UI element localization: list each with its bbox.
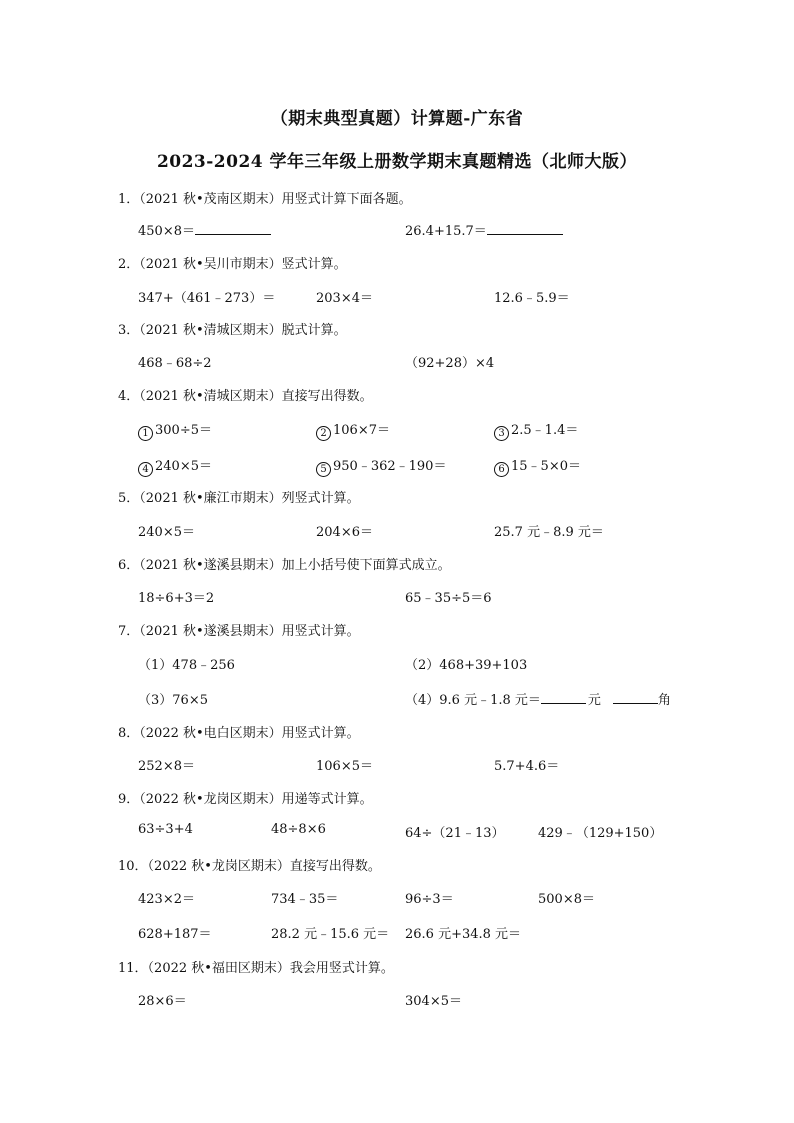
question-1-row [0, 220, 794, 240]
problem: 3 2.5﹣1.4＝ [494, 419, 578, 441]
problem: （3）76×5 [138, 693, 208, 708]
question-7-row [0, 689, 794, 709]
question-4-row [0, 455, 794, 475]
problem: 12.6﹣5.9＝ [494, 291, 570, 306]
answer-blank[interactable] [541, 691, 586, 704]
problem: 252×8＝ [138, 759, 195, 774]
problem: 18÷6+3＝2 [138, 591, 215, 606]
problem: 28×6＝ [138, 994, 187, 1009]
question-10-header: 10．（2022 秋•龙岗区期末）直接写出得数。 [118, 859, 381, 874]
problem: 500×8＝ [538, 892, 595, 907]
question-11-header: 11．（2022 秋•福田区期末）我会用竖式计算。 [118, 961, 394, 976]
problem: 2 106×7＝ [316, 419, 390, 441]
question-2-header: 2．（2021 秋•吴川市期末）竖式计算。 [118, 257, 347, 272]
question-5-header: 5．（2021 秋•廉江市期末）列竖式计算。 [118, 491, 360, 506]
question-5-row [0, 521, 794, 541]
circled-number-icon: 6 [494, 462, 509, 477]
problem: （92+28）×4 [405, 356, 495, 371]
question-4-row [0, 419, 794, 439]
question-10-row [0, 923, 794, 943]
question-7-row [0, 654, 794, 674]
page-subtitle: 2023-2024 学年三年级上册数学期末真题精选（北师大版） [156, 152, 638, 172]
question-10-row [0, 888, 794, 908]
problem: 26.4+15.7＝ [405, 220, 563, 239]
problem: （1）478﹣256 [138, 658, 235, 673]
circled-number-icon: 4 [138, 462, 153, 477]
problem: 1 300÷5＝ [138, 419, 212, 441]
problem: 106×5＝ [316, 759, 373, 774]
question-8-row [0, 755, 794, 775]
problem: 5.7+4.6＝ [494, 759, 560, 774]
problem: 628+187＝ [138, 927, 212, 942]
problem: 65﹣35÷5＝6 [405, 591, 492, 606]
problem: 25.7 元﹣8.9 元＝ [494, 525, 604, 540]
problem: 96÷3＝ [405, 892, 454, 907]
problem: 48÷8×6 [271, 822, 326, 837]
circled-number-icon: 1 [138, 426, 153, 441]
problem: 240×5＝ [138, 525, 195, 540]
question-4-header: 4．（2021 秋•清城区期末）直接写出得数。 [118, 389, 373, 404]
problem: 63÷3+4 [138, 822, 193, 837]
problem: 204×6＝ [316, 525, 373, 540]
question-11-row [0, 990, 794, 1010]
question-6-header: 6．（2021 秋•遂溪县期末）加上小括号使下面算式成立。 [118, 558, 451, 573]
problem: 450×8＝ [138, 220, 271, 239]
question-9-header: 9．（2022 秋•龙岗区期末）用递等式计算。 [118, 792, 373, 807]
problem: 64÷（21﹣13） [405, 826, 505, 841]
question-8-header: 8．（2022 秋•电白区期末）用竖式计算。 [118, 726, 360, 741]
question-2-row [0, 287, 794, 307]
circled-number-icon: 2 [316, 426, 331, 441]
answer-blank[interactable] [195, 222, 271, 235]
circled-number-icon: 3 [494, 426, 509, 441]
problem: 6 15﹣5×0＝ [494, 455, 581, 477]
question-6-row [0, 587, 794, 607]
problem: 347+（461﹣273）＝ [138, 291, 276, 306]
circled-number-icon: 5 [316, 462, 331, 477]
answer-blank[interactable] [613, 691, 658, 704]
page-title: （期末典型真题）计算题-广东省 [270, 109, 524, 129]
problem: （2）468+39+103 [405, 658, 528, 673]
question-7-header: 7．（2021 秋•遂溪县期末）用竖式计算。 [118, 624, 360, 639]
problem: 4 240×5＝ [138, 455, 212, 477]
question-1-header: 1．（2021 秋•茂南区期末）用竖式计算下面各题。 [118, 192, 412, 207]
problem: 304×5＝ [405, 994, 462, 1009]
problem: 5 950﹣362﹣190＝ [316, 455, 446, 477]
answer-blank[interactable] [487, 222, 563, 235]
problem: 734﹣35＝ [271, 892, 339, 907]
problem: 429﹣（129+150） [538, 826, 663, 841]
problem: 468﹣68÷2 [138, 356, 212, 371]
question-3-row [0, 352, 794, 372]
problem: 28.2 元﹣15.6 元＝ [271, 927, 390, 942]
problem: 423×2＝ [138, 892, 195, 907]
question-3-header: 3．（2021 秋•清城区期末）脱式计算。 [118, 323, 347, 338]
question-9-row [0, 822, 794, 842]
problem: 203×4＝ [316, 291, 373, 306]
problem: （4）9.6 元﹣1.8 元＝ 元 角 [405, 693, 671, 708]
problem: 26.6 元+34.8 元＝ [405, 927, 522, 942]
